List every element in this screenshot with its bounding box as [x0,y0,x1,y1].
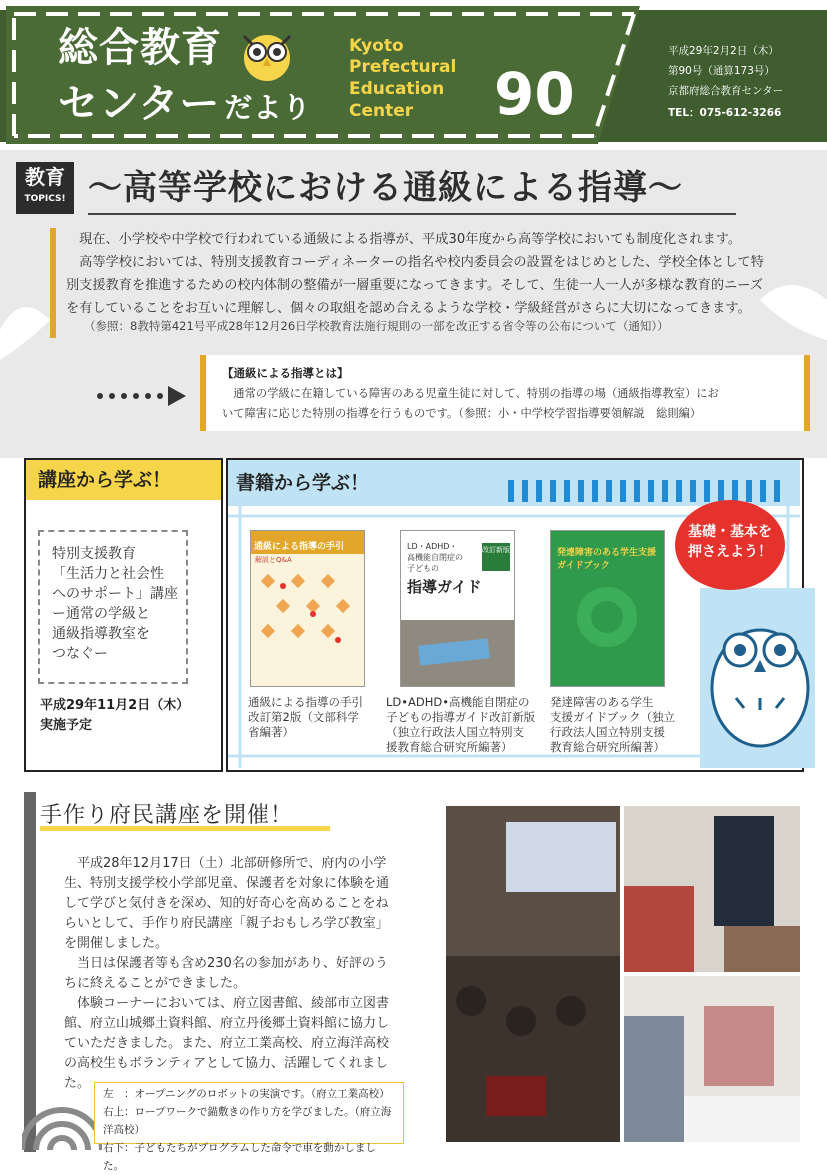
header-kyoto-line1: Kyoto [349,36,404,56]
bubble-line-2: 押さえよう！ [688,544,772,560]
book2-caption-2: 子どもの指導ガイド改訂新版 [386,710,536,724]
photo-captions [94,1082,404,1172]
photo-programming-car [624,976,800,1142]
photo-rope-work [624,806,800,972]
owl-mascot-area [700,588,815,768]
caption-bottom-right: 右下：子どもたちがプログラムした命令で車を動かしました。 [103,1142,376,1172]
header-publisher: 京都府総合教育センター [668,85,784,97]
lecture-date: 平成29年11月2日（木） [40,698,190,713]
book1-caption-3: 省編著） [248,725,294,739]
speech-bubble [675,500,785,590]
book3-pattern [551,573,664,663]
book1-caption-2: 改訂第2版（文部科学 [248,710,359,724]
book1-cover-title: 通級による指導の手引 [251,531,364,554]
header-kyoto-line3: Education [349,79,445,99]
lecture-line-1: 特別支援教育 [52,546,136,562]
caption-top-right: 右上：ロープワークで錨敷きの作り方を学びました。（府立海洋高校） [103,1106,392,1136]
arrow-dots-icon [96,382,196,410]
book2-badge: 改訂新版 [482,543,510,571]
intro-line-4: を有していることをお互いに理解し、個々の取組を認め合えるような学校・学級経営がさらに大切になってきます。 [66,301,751,316]
intro-line-3: 別支援教育を推進するための校内体制の整備が一層重要になってきます。そして、生徒一人一人が多様な教育的ニーズ [66,278,763,293]
book2-cover-title: 指導ガイド [407,578,482,596]
lecture-date-note: 実施予定 [40,718,93,733]
workshop-line-10: ていただきました。また、府立工業高校、府立海洋高校 [64,1036,390,1051]
book2-photo [401,620,514,686]
workshop-line-6: 当日は保護者等も含め230名の参加があり、好評のう [64,956,388,971]
book3-caption-3: 行政法人国立特別支援 [550,725,665,739]
workshop-line-11: の高校生もボランティアとして協力、活躍してくれまし [64,1056,388,1071]
workshop-line-8: 体験コーナーにおいては、府立図書館、綾部市立図書 [64,996,390,1011]
book1-pattern [251,566,364,676]
definition-line-1: 通常の学級に在籍している障害のある児童生徒に対して、特別の指導の場（通級指導教室）にお [222,387,719,400]
topics-badge [16,162,74,214]
topics-badge-sub: TOPICS! [24,194,66,204]
header-kyoto-line2: Prefectural [349,57,457,77]
definition-line-2: いて障害に応じた特別の指導を行うものです。（参照：小・中学校学習指導要領解説 総則編） [222,407,702,420]
header-title-main: センター [58,81,221,127]
book3-caption-1: 発達障害のある学生 [550,695,654,709]
header-date: 平成29年2月2日（木） [668,45,779,57]
workshop-line-3: して学びと気付きを深め、知的好奇心を高めることをね [64,896,389,911]
workshop-line-2: 生、特別支援学校小学部児童、保護者を対象に体験を通 [64,876,390,891]
book3-caption-2: 支援ガイドブック（独立 [550,710,676,724]
book2-caption-4: 援教育総合研究所編著） [386,740,513,754]
workshop-line-4: らいとして、手作り府民講座「親子おもしろ学び教室」 [64,916,389,931]
book-cover-2 [400,530,515,687]
topics-title: 〜高等学校における通級による指導〜 [88,168,683,208]
lecture-heading-text: 講座から学ぶ！ [38,469,172,491]
lecture-line-2: 「生活力と社会性 [52,566,164,582]
lecture-heading [26,460,221,500]
topics-badge-main: 教育 [25,165,65,189]
workshop-line-7: ちに終えることができました。 [64,976,247,991]
book3-cover-title: 発達障害のある学生支援ガイドブック [557,548,657,571]
header-kyoto-line4: Center [349,101,414,121]
lecture-line-5: 通級指導教室を [52,626,150,642]
book3-caption-4: 教育総合研究所編著） [550,740,665,754]
wave-decoration [22,1070,102,1150]
book2-top1: LD・ADHD・ [407,542,458,551]
lecture-line-6: つなぐー [52,646,108,662]
owl-icon [232,22,302,86]
photo-opening-robot [446,806,620,1142]
issue-number: 90 [494,60,575,128]
book-cover-3 [550,530,665,687]
workshop-line-5: を開催しました。 [64,936,169,951]
owl-mascot-icon [700,588,815,768]
bubble-line-1: 基礎・基本を [688,524,772,540]
title-rule [88,213,736,215]
lecture-line-3: へのサポート」講座 [52,586,178,602]
header-tel: TEL：075-612-3266 [668,107,782,119]
definition-heading: 【通級による指導とは】 [222,366,349,380]
book1-cover-sub: 解説とQ&A [255,556,292,564]
book2-caption-1: LD•ADHD•高機能自閉症の [386,695,530,709]
workshop-line-12: た。 [64,1076,91,1091]
header-issue: 第90号（通算173号） [668,65,775,77]
workshop-line-9: 館、府立山城郷土資料館、府立丹後郷土資料館に協力し [64,1016,390,1031]
book1-caption-1: 通級による指導の手引 [248,695,363,709]
intro-line-1: 現在、小学校や中学校で行われている通級による指導が、平成30年度から高等学校においても制度化されます。 [66,232,742,247]
intro-reference: （参照：8教特第421号平成28年12月26日学校教育法施行規則の一部を改正する省令等の公布について（通知）） [84,319,669,333]
header-title-line2 [58,82,311,130]
caption-left: 左 ：オープニングのロボットの実演です。（府立工業高校） [103,1088,390,1100]
book2-top2: 高機能自閉症の [407,553,463,562]
intro-accent-bar [50,228,56,338]
intro-line-2: 高等学校においては、特別支援教育コーディネーターの指名や校内委員会の設置をはじめとした、学校全体として特 [66,255,764,270]
header-title-line1: 総合教育 [58,25,222,71]
book-cover-1 [250,530,365,687]
lecture-line-4: ー通常の学級と [52,606,150,622]
workshop-title: 手作り府民講座を開催！ [40,803,294,828]
book2-caption-3: （独立行政法人国立特別支 [386,725,524,739]
books-heading: 書籍から学ぶ！ [236,472,370,494]
header-title-small: だより [224,91,312,124]
book2-top3: 子どもの [407,564,439,573]
workshop-line-1: 平成28年12月17日（土）北部研修所で、府内の小学 [64,856,387,871]
